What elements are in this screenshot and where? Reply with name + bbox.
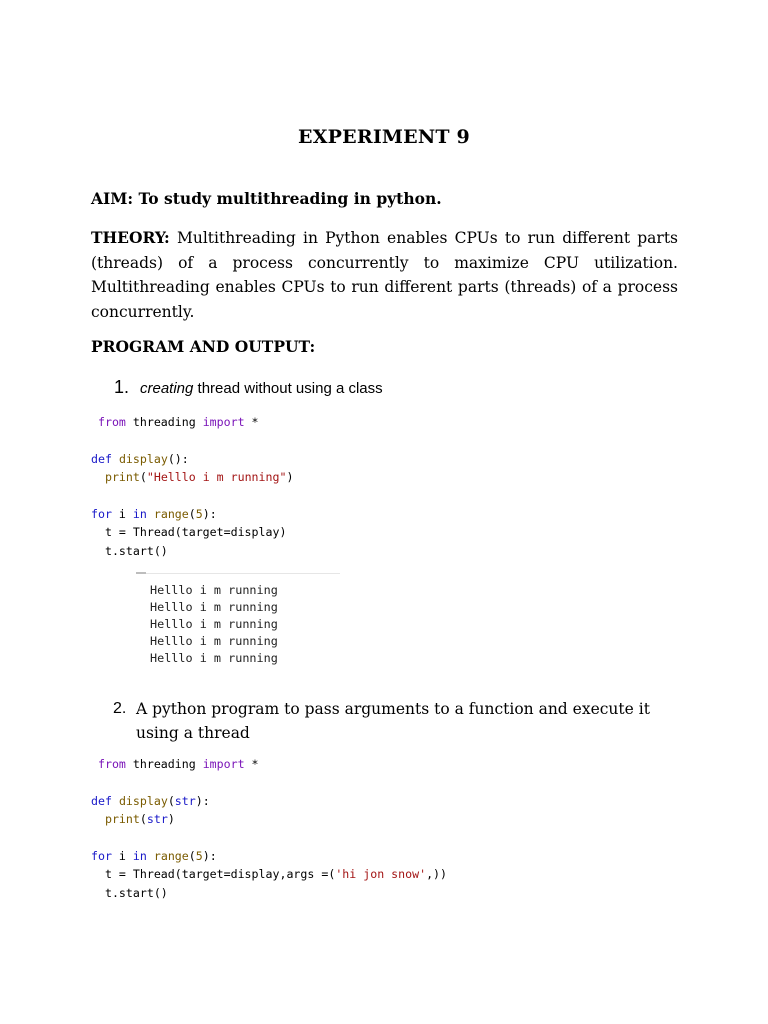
code-token: import: [202, 415, 245, 429]
code-token: (: [139, 470, 147, 485]
list-item-1: [114, 377, 383, 398]
code-token: ,)): [426, 867, 448, 882]
code-line: [91, 829, 447, 847]
page-title: EXPERIMENT 9: [298, 126, 470, 148]
code-token: [91, 415, 98, 429]
code-line: [91, 413, 293, 431]
code-token: t.start(): [91, 885, 168, 900]
output-line: Helllo i m running: [150, 600, 278, 614]
code-token: display: [118, 451, 168, 466]
code-token: (: [188, 506, 196, 521]
code-line: [91, 523, 293, 541]
code-token: display: [118, 793, 168, 808]
code-token: range: [153, 506, 189, 521]
code-token: [91, 812, 105, 826]
code-token: i: [111, 506, 133, 521]
code-token: *: [244, 415, 259, 429]
code-token: def: [91, 451, 112, 466]
code-token: ):: [195, 793, 210, 808]
code-token: for: [91, 506, 112, 521]
code-token: ): [286, 470, 294, 485]
code-token: range: [153, 848, 189, 863]
code-line: [91, 505, 293, 523]
code-line: [91, 865, 447, 883]
code-token: t = Thread(target=display): [91, 525, 287, 540]
output-line: Helllo i m running: [150, 651, 278, 665]
code-token: ): [167, 812, 175, 827]
code-line: [91, 450, 293, 468]
code-token: [147, 849, 154, 863]
code-token: [112, 794, 119, 808]
code-token: (: [139, 812, 147, 827]
item2-text: A python program to pass arguments to a function and execute it using a thread: [136, 700, 650, 742]
code-line: [91, 755, 447, 773]
output-line: Helllo i m running: [150, 617, 278, 631]
code-line: [91, 773, 447, 791]
code-line: [91, 487, 293, 505]
code-token: print: [104, 470, 140, 485]
code-block-1: [91, 413, 293, 560]
code-line: [91, 792, 447, 810]
code-token: in: [132, 848, 147, 863]
code-line: [91, 468, 293, 486]
code-token: 'hi jon snow': [335, 867, 427, 882]
code-line: [91, 847, 447, 865]
code-token: ():: [167, 451, 189, 466]
output-line: Helllo i m running: [150, 634, 278, 648]
code-token: threading: [125, 757, 203, 771]
code-token: ):: [202, 848, 217, 863]
code-token: ):: [202, 506, 217, 521]
item1-text: thread without using a class: [193, 380, 383, 397]
output-divider: [136, 573, 340, 574]
code-token: in: [132, 506, 147, 521]
code-line: [91, 810, 447, 828]
code-line: [91, 431, 293, 449]
code-token: [147, 507, 154, 521]
output-block-1: [150, 582, 278, 667]
output-line: Helllo i m running: [150, 583, 278, 597]
code-token: threading: [125, 415, 203, 429]
code-token: import: [202, 757, 245, 771]
code-line: [91, 884, 447, 902]
code-token: print: [104, 812, 140, 827]
code-token: def: [91, 793, 112, 808]
code-block-2: [91, 755, 447, 902]
code-token: str: [146, 812, 168, 827]
program-output-heading: PROGRAM AND OUTPUT:: [91, 337, 316, 356]
code-token: from: [97, 757, 126, 771]
code-token: [91, 757, 98, 771]
code-token: *: [244, 757, 259, 771]
code-token: (: [188, 848, 196, 863]
code-token: 5: [195, 506, 203, 521]
list-number: 2.: [113, 700, 127, 717]
code-token: i: [111, 848, 133, 863]
list-number: 1.: [114, 377, 130, 397]
list-item-2: [113, 697, 683, 745]
code-token: (: [167, 793, 175, 808]
theory-label: THEORY:: [91, 228, 170, 247]
code-token: "Helllo i m running": [146, 470, 287, 485]
code-token: for: [91, 848, 112, 863]
code-token: t.start(): [91, 543, 168, 558]
code-token: from: [97, 415, 126, 429]
aim-statement: AIM: To study multithreading in python.: [91, 189, 442, 208]
code-token: str: [174, 793, 196, 808]
theory-paragraph: [91, 226, 678, 324]
code-token: t = Thread(target=display,args =(: [91, 867, 336, 882]
item1-italic-text: creating: [140, 380, 194, 397]
code-token: [91, 470, 105, 484]
theory-text: Multithreading in Python enables CPUs to run different parts (threads) of a process concurrently to maximize CPU utilization. Multithreading enables CPUs to run different parts (threads) of a process concurrently.: [91, 229, 678, 321]
code-token: [112, 452, 119, 466]
code-line: [91, 542, 293, 560]
code-token: 5: [195, 848, 203, 863]
